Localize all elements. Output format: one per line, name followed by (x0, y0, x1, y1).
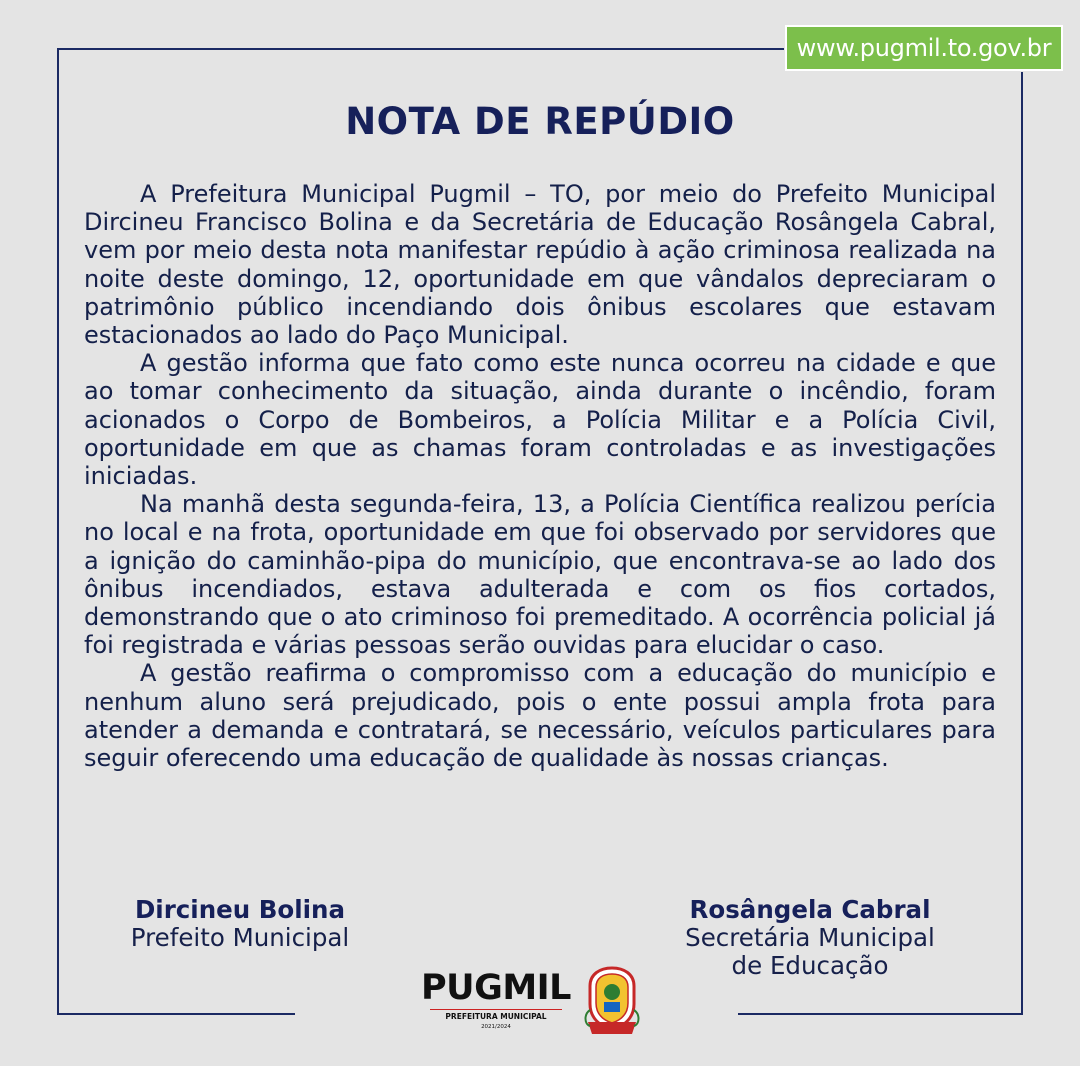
paragraph-3: Na manhã desta segunda-feira, 13, a Polícia Científica realizou perícia no local e na frota, oportunidade em que foi observado por servidores que a ignição do caminhão-pipa do município, que encontrava-se ao lado dos ônibus incendiados, estava adulterada e com os fios cortados, demonstrando que o ato criminoso foi premeditado. A ocorrência policial já foi registrada e várias pessoas serão ouvidas para elucidar o caso. (84, 490, 996, 660)
signature-secretary (660, 896, 960, 980)
frame-border-bottom-right (738, 1013, 1023, 1015)
frame-border-bottom-left (57, 1013, 295, 1015)
note-body (84, 180, 996, 772)
signature-role-line2: de Educação (731, 951, 889, 980)
paragraph-4: A gestão reafirma o compromisso com a educação do município e nenhum aluno será prejudicado, pois o ente possui ampla frota para atender a demanda e contratará, se necessário, veículos particulares para seguir oferecendo uma educação de qualidade às nossas crianças. (84, 659, 996, 773)
signature-role: Secretária Municipal (685, 923, 935, 952)
paragraph-2: A gestão informa que fato como este nunca ocorreu na cidade e que ao tomar conhecimento da situação, ainda durante o incêndio, foram acionados o Corpo de Bombeiros, a Polícia Militar e a Polícia Civil, oportunidade em que as chamas foram controladas e as investigações iniciadas. (84, 349, 996, 491)
logo-subtitle: PREFEITURA MUNICIPAL (445, 1012, 547, 1021)
logo-wordmark: PUGMIL (421, 968, 571, 1008)
logo-years: 2021/2024 (481, 1024, 511, 1030)
logo-divider (430, 1009, 562, 1010)
frame-border-top (57, 48, 784, 50)
frame-border-left (57, 48, 59, 1015)
signature-name: Rosângela Cabral (689, 895, 931, 924)
frame-border-right (1021, 72, 1023, 1015)
signature-name: Dircineu Bolina (134, 895, 346, 924)
paragraph-1: A Prefeitura Municipal Pugmil – TO, por meio do Prefeito Municipal Dircineu Francisco Bolina e da Secretária de Educação Rosângela Cabral, vem por meio desta nota manifestar repúdio à ação criminosa realizada na noite deste domingo, 12, oportunidade em que vândalos depreciaram o patrimônio público incendiando dois ônibus escolares que estavam estacionados ao lado do Paço Municipal. (84, 180, 996, 350)
signature-role: Prefeito Municipal (130, 923, 350, 952)
website-url-badge[interactable]: www.pugmil.to.gov.br (785, 25, 1063, 71)
signature-mayor (90, 896, 390, 952)
pugmil-logo (420, 962, 650, 1042)
municipal-coat-of-arms-icon (582, 964, 642, 1040)
page-title: NOTA DE REPÚDIO (345, 100, 735, 143)
